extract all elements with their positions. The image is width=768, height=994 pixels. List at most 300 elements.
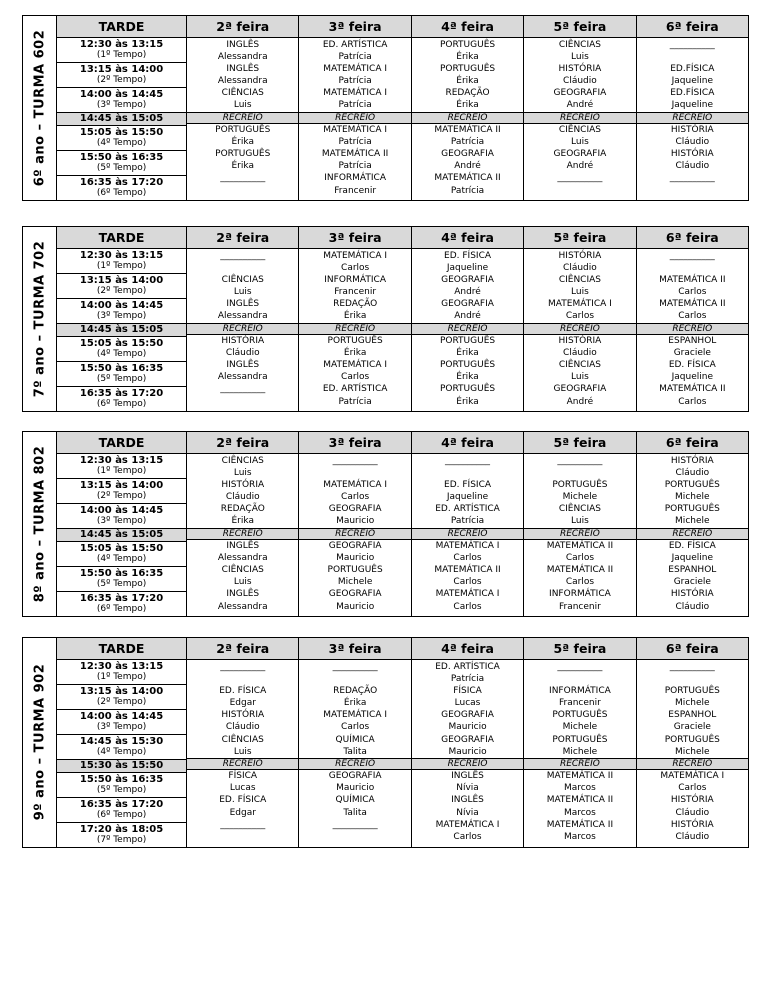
period-label: (2º Tempo) [96,75,147,85]
time-slot [57,361,186,386]
header-day: 2ª feira [187,638,299,660]
time-range: 15:30 às 15:50 [79,760,164,772]
teacher: GEOGRAFIA [553,149,607,160]
subject: INGLÊS [226,40,260,50]
time-range: 15:50 às 16:35 [79,362,164,374]
time-range: 14:00 às 14:45 [79,89,164,100]
subject: CIÊNCIAS [221,275,264,286]
subject: HISTÓRIA [670,456,714,466]
subject: PORTUGUÊS [439,40,496,50]
teacher: Mauricio [448,722,487,733]
subject: GEOGRAFIA [441,299,494,310]
subject: Edgar [229,807,256,818]
teacher: Mauricio [336,516,375,527]
class-schedule-block [22,226,749,412]
teacher: Graciele [673,722,711,733]
teacher: Alessandra [217,52,268,63]
period-label: (5º Tempo) [96,784,147,795]
subject: Francenir [558,601,601,612]
teacher: Patrícia [338,76,372,87]
subject: Francenir [334,185,377,196]
recess-label: RECREIO [412,528,523,541]
subject: Patrícia [450,185,485,196]
day-column [636,454,748,617]
teacher: __________ [220,173,266,184]
recess-label: RECREIO [187,323,298,336]
time-slot [57,660,186,684]
subject: CIÊNCIAS [558,504,601,515]
day-column [411,249,523,412]
subject: Mauricio [336,553,375,564]
header-row [57,16,749,38]
teacher: PORTUGUÊS [327,336,383,347]
subject: Carlos [453,831,482,842]
subject: __________ [557,456,603,466]
subject: Cláudio [675,831,710,842]
subject: Mauricio [336,601,375,612]
teacher: HISTÓRIA [670,149,714,160]
teacher: __________ [557,173,603,184]
subject: Marcos [563,807,596,818]
teacher: Érika [456,52,479,63]
teacher: Cláudio [225,722,260,733]
teacher [299,673,410,685]
subject: GEOGRAFIA [553,88,607,99]
header-tarde: TARDE [57,638,187,660]
teacher: CIÊNCIAS [558,125,601,136]
subject: HISTÓRIA [221,480,265,491]
subject [187,831,298,843]
time-slot [57,38,186,62]
schedule-table [56,226,749,412]
teacher: MATEMÁTICA II [434,173,501,184]
header-day: 2ª feira [187,16,299,38]
subject: __________ [220,251,266,261]
teacher: Érika [456,76,479,87]
subject: MATEMÁTICA I [323,710,387,721]
recess-label: RECREIO [412,758,523,771]
time-slot [57,541,186,566]
recess-label: RECREIO [524,528,635,541]
subject: ED.FÍSICA [670,64,715,75]
time-slot [57,112,186,125]
time-range: 14:45 às 15:05 [79,113,164,125]
subject: Luis [571,137,589,148]
subject: PORTUGUÊS [664,504,720,515]
time-slot [57,528,186,541]
period-label: (2º Tempo) [96,697,147,707]
recess-label: RECREIO [412,323,523,336]
time-slot [57,125,186,150]
class-label-cell [22,15,56,201]
teacher: ED. ARTÍSTICA [322,384,388,395]
time-slot [57,323,186,336]
teacher: Michele [562,746,598,757]
time-range: 13:15 às 14:00 [79,64,164,75]
header-tarde: TARDE [57,432,187,454]
time-range: 15:05 às 15:50 [79,337,164,349]
teacher: Talita [343,746,367,757]
subject: Marcos [563,831,596,842]
period-label: (3º Tempo) [96,100,147,110]
teacher: Luis [233,468,252,479]
header-day: 6ª feira [636,227,748,249]
time-slot [57,734,186,759]
subject: MATEMÁTICA I [548,299,612,310]
time-range: 13:15 às 14:00 [79,480,164,491]
teacher: MATEMÁTICA II [546,819,614,830]
time-slot [57,336,186,361]
time-range: 12:30 às 13:15 [79,250,164,261]
subject: REDAÇÃO [333,299,378,310]
teacher: Patrícia [450,674,485,685]
teacher: ESPANHOL [668,336,717,347]
class-schedule-block [22,637,749,848]
teacher: Luis [233,287,252,298]
time-slot [57,566,186,591]
period-label: (4º Tempo) [96,137,147,148]
subject: __________ [669,40,715,50]
teacher: MATEMÁTICA II [434,125,501,136]
teacher: Jaqueline [446,492,489,503]
teacher: PORTUGUÊS [439,336,496,347]
period-label: (7º Tempo) [96,834,147,845]
subject: MATEMÁTICA I [323,88,387,99]
teacher: Jaqueline [671,100,713,111]
subject: INFORMÁTICA [549,686,611,697]
subject: GEOGRAFIA [441,734,494,745]
subject: INGLÊS [226,64,260,75]
teacher: ED. FÍSICA [668,360,716,371]
period-label: (1º Tempo) [96,672,147,682]
teacher: MATEMÁTICA I [435,819,500,830]
subject: CIÊNCIAS [558,40,601,50]
teacher: Érika [456,100,479,111]
subject: Carlos [453,553,482,564]
teacher: Lucas [454,698,481,709]
subject [637,185,748,197]
recess-label: RECREIO [637,528,748,541]
teacher: André [566,100,594,111]
teacher [637,51,748,63]
subject: ED. FÍSICA [219,686,267,697]
subject: André [566,396,594,407]
subject: Patrícia [338,161,372,172]
time-range: 15:50 às 16:35 [79,773,164,785]
teacher: PORTUGUÊS [327,565,383,576]
teacher: __________ [220,819,266,830]
teacher: Luis [571,516,589,527]
teacher: INFORMÁTICA [549,589,611,600]
recess-label: RECREIO [637,112,748,125]
teacher: Alessandra [217,76,268,87]
class-label: 9º ano – TURMA 902 [32,663,48,821]
subject: __________ [669,662,715,672]
time-slot [57,772,186,797]
schedule-table [56,431,749,617]
subject: Érika [456,396,479,407]
subject: INGLÊS [226,299,260,310]
teacher: CIÊNCIAS [221,565,264,576]
subject: Luis [571,372,589,383]
header-day: 6ª feira [636,638,748,660]
time-range: 14:00 às 14:45 [79,505,164,516]
subject: __________ [220,662,266,672]
teacher: Carlos [341,722,370,733]
time-column [57,660,187,848]
teacher: Francenir [558,698,601,709]
day-column [524,660,636,848]
time-slot [57,454,186,478]
subject: Carlos [565,553,595,564]
recess-label: RECREIO [524,758,635,771]
teacher: INGLÊS [451,771,484,782]
subject: __________ [557,662,603,672]
time-range: 15:50 às 16:35 [79,151,164,163]
teacher: Michele [675,698,710,709]
header-day: 2ª feira [187,227,299,249]
subject: Patrícia [450,137,485,148]
teacher: MATEMÁTICA II [659,384,726,395]
period-label: (1º Tempo) [96,50,147,60]
subject: PORTUGUÊS [664,480,720,491]
teacher: Michele [562,492,598,503]
subject: Graciele [673,348,711,359]
day-column [411,454,523,617]
period-label: (2º Tempo) [96,491,147,501]
period-label: (3º Tempo) [96,722,147,732]
period-label: (4º Tempo) [96,747,147,757]
teacher: Cláudio [563,263,597,274]
teacher: MATEMÁTICA II [321,149,389,160]
subject: CIÊNCIAS [558,275,601,286]
teacher: Cláudio [563,76,597,87]
day-column [524,454,636,617]
teacher: Carlos [341,263,370,274]
teacher: HISTÓRIA [670,819,714,830]
subject: GEOGRAFIA [441,275,494,286]
subject: Cláudio [225,348,260,359]
teacher [637,262,748,274]
subject: Nívia [456,807,479,818]
teacher: Carlos [678,287,707,298]
time-slot [57,87,186,112]
teacher: MATEMÁTICA II [546,565,614,576]
teacher: MATEMÁTICA I [435,589,500,600]
header-day: 3ª feira [299,227,411,249]
schedule-table [56,15,749,201]
teacher: Jaqueline [671,76,713,87]
teacher: HISTÓRIA [558,336,602,347]
subject: Graciele [673,577,711,588]
header-day: 3ª feira [299,638,411,660]
teacher: Patrícia [338,52,372,63]
teacher: Michele [675,492,710,503]
teacher [637,673,748,685]
day-column [636,249,748,412]
teacher: Carlos [678,311,707,322]
time-slot [57,797,186,822]
time-range: 16:35 às 17:20 [79,592,164,604]
day-column [187,454,299,617]
teacher [187,673,298,685]
subject: MATEMÁTICA I [323,480,387,491]
subject: PORTUGUÊS [552,480,608,491]
time-range: 14:00 às 14:45 [79,300,164,311]
time-range: 14:45 às 15:05 [79,324,164,336]
subject: PORTUGUÊS [552,710,608,721]
class-schedule-block [22,431,749,617]
subject: ESPANHOL [668,710,717,721]
class-schedule-block [22,15,749,201]
teacher: Edgar [229,698,256,709]
body-row [57,38,749,201]
teacher: INGLÊS [451,795,484,806]
subject: __________ [669,251,715,261]
header-day: 2ª feira [187,432,299,454]
subject: MATEMÁTICA II [659,299,726,310]
period-label: (3º Tempo) [96,311,147,321]
teacher: MATEMÁTICA I [660,771,725,782]
time-slot [57,175,186,200]
teacher: PORTUGUÊS [439,360,496,371]
subject: André [566,161,594,172]
teacher [412,467,523,479]
subject: __________ [332,662,378,672]
teacher: PORTUGUÊS [439,384,496,395]
time-slot [57,478,186,503]
teacher: MATEMÁTICA I [323,360,387,371]
period-label: (6º Tempo) [96,809,147,820]
time-column [57,454,187,617]
subject: Carlos [453,601,482,612]
period-label: (4º Tempo) [96,553,147,564]
recess-label: RECREIO [637,323,748,336]
subject: PORTUGUÊS [664,686,720,697]
header-day: 6ª feira [636,432,748,454]
teacher: HISTÓRIA [221,336,265,347]
subject: REDAÇÃO [333,686,378,697]
subject: Cláudio [675,601,710,612]
time-slot [57,249,186,273]
day-column [187,660,299,848]
teacher: André [454,287,481,298]
period-label: (6º Tempo) [96,398,147,409]
recess-label: RECREIO [412,112,523,125]
subject: Nívia [456,783,479,794]
subject: QUÍMICA [335,734,375,745]
header-tarde: TARDE [57,227,187,249]
period-label: (5º Tempo) [96,578,147,589]
period-label: (6º Tempo) [96,603,147,614]
subject: Talita [343,807,367,818]
recess-label: RECREIO [187,528,298,541]
teacher: __________ [332,819,378,830]
day-column [636,660,748,848]
header-day: 6ª feira [636,16,748,38]
time-column [57,38,187,201]
subject: Luis [233,577,252,588]
subject [524,185,635,197]
period-label: (4º Tempo) [96,348,147,359]
subject: Érika [456,348,479,359]
subject: CIÊNCIAS [221,734,264,745]
subject: PORTUGUÊS [552,734,608,745]
subject: Érika [231,161,254,172]
subject: MATEMÁTICA II [659,275,726,286]
teacher: Michele [675,746,710,757]
day-column [299,38,411,201]
header-day: 4ª feira [411,227,523,249]
teacher: Érika [343,698,367,709]
time-slot [57,822,186,847]
recess-label: RECREIO [299,758,410,771]
teacher: Patrícia [450,516,485,527]
time-slot [57,709,186,734]
teacher: INGLÊS [226,589,260,600]
subject: Michele [337,577,373,588]
teacher: Cláudio [675,468,710,479]
teacher: ED. FÍSICA [668,541,716,552]
teacher: PORTUGUÊS [215,149,271,160]
subject: Alessandra [217,601,268,612]
teacher: MATEMÁTICA II [434,565,501,576]
teacher: CIÊNCIAS [558,360,601,371]
subject: Carlos [678,783,707,794]
header-row [57,227,749,249]
schedule-table [56,637,749,848]
class-label: 8º ano – TURMA 802 [32,445,48,603]
subject: ED. ARTÍSTICA [435,662,500,672]
teacher: INGLÊS [226,541,260,552]
subject: Marcos [563,783,596,794]
subject: ED. ARTÍSTICA [435,504,500,515]
time-range: 12:30 às 13:15 [79,661,164,672]
teacher: Carlos [341,492,370,503]
teacher: MATEMÁTICA II [546,541,614,552]
teacher: Francenir [334,287,377,298]
time-range: 14:00 às 14:45 [79,711,164,722]
subject: ED.FÍSICA [670,88,715,99]
subject: Alessandra [217,553,268,564]
time-slot [57,150,186,175]
header-day: 3ª feira [299,16,411,38]
teacher [187,262,298,274]
day-column [299,454,411,617]
time-range: 16:35 às 17:20 [79,387,164,399]
subject: Cláudio [563,348,597,359]
subject: Cláudio [675,161,710,172]
subject: INFORMÁTICA [324,275,386,286]
teacher [524,467,635,479]
teacher [299,467,410,479]
header-day: 5ª feira [524,16,636,38]
time-range: 15:50 às 16:35 [79,567,164,579]
subject: PORTUGUÊS [439,64,496,75]
subject: Patrícia [338,396,372,407]
subject: CIÊNCIAS [221,88,264,99]
period-label: (1º Tempo) [96,261,147,271]
teacher: Luis [233,100,252,111]
period-label: (1º Tempo) [96,466,147,476]
subject: Jaqueline [671,553,713,564]
time-slot [57,684,186,709]
header-day: 4ª feira [411,16,523,38]
teacher: Érika [231,516,254,527]
subject: Érika [231,137,254,148]
time-range: 15:05 às 15:50 [79,126,164,138]
teacher: Luis [233,746,252,757]
